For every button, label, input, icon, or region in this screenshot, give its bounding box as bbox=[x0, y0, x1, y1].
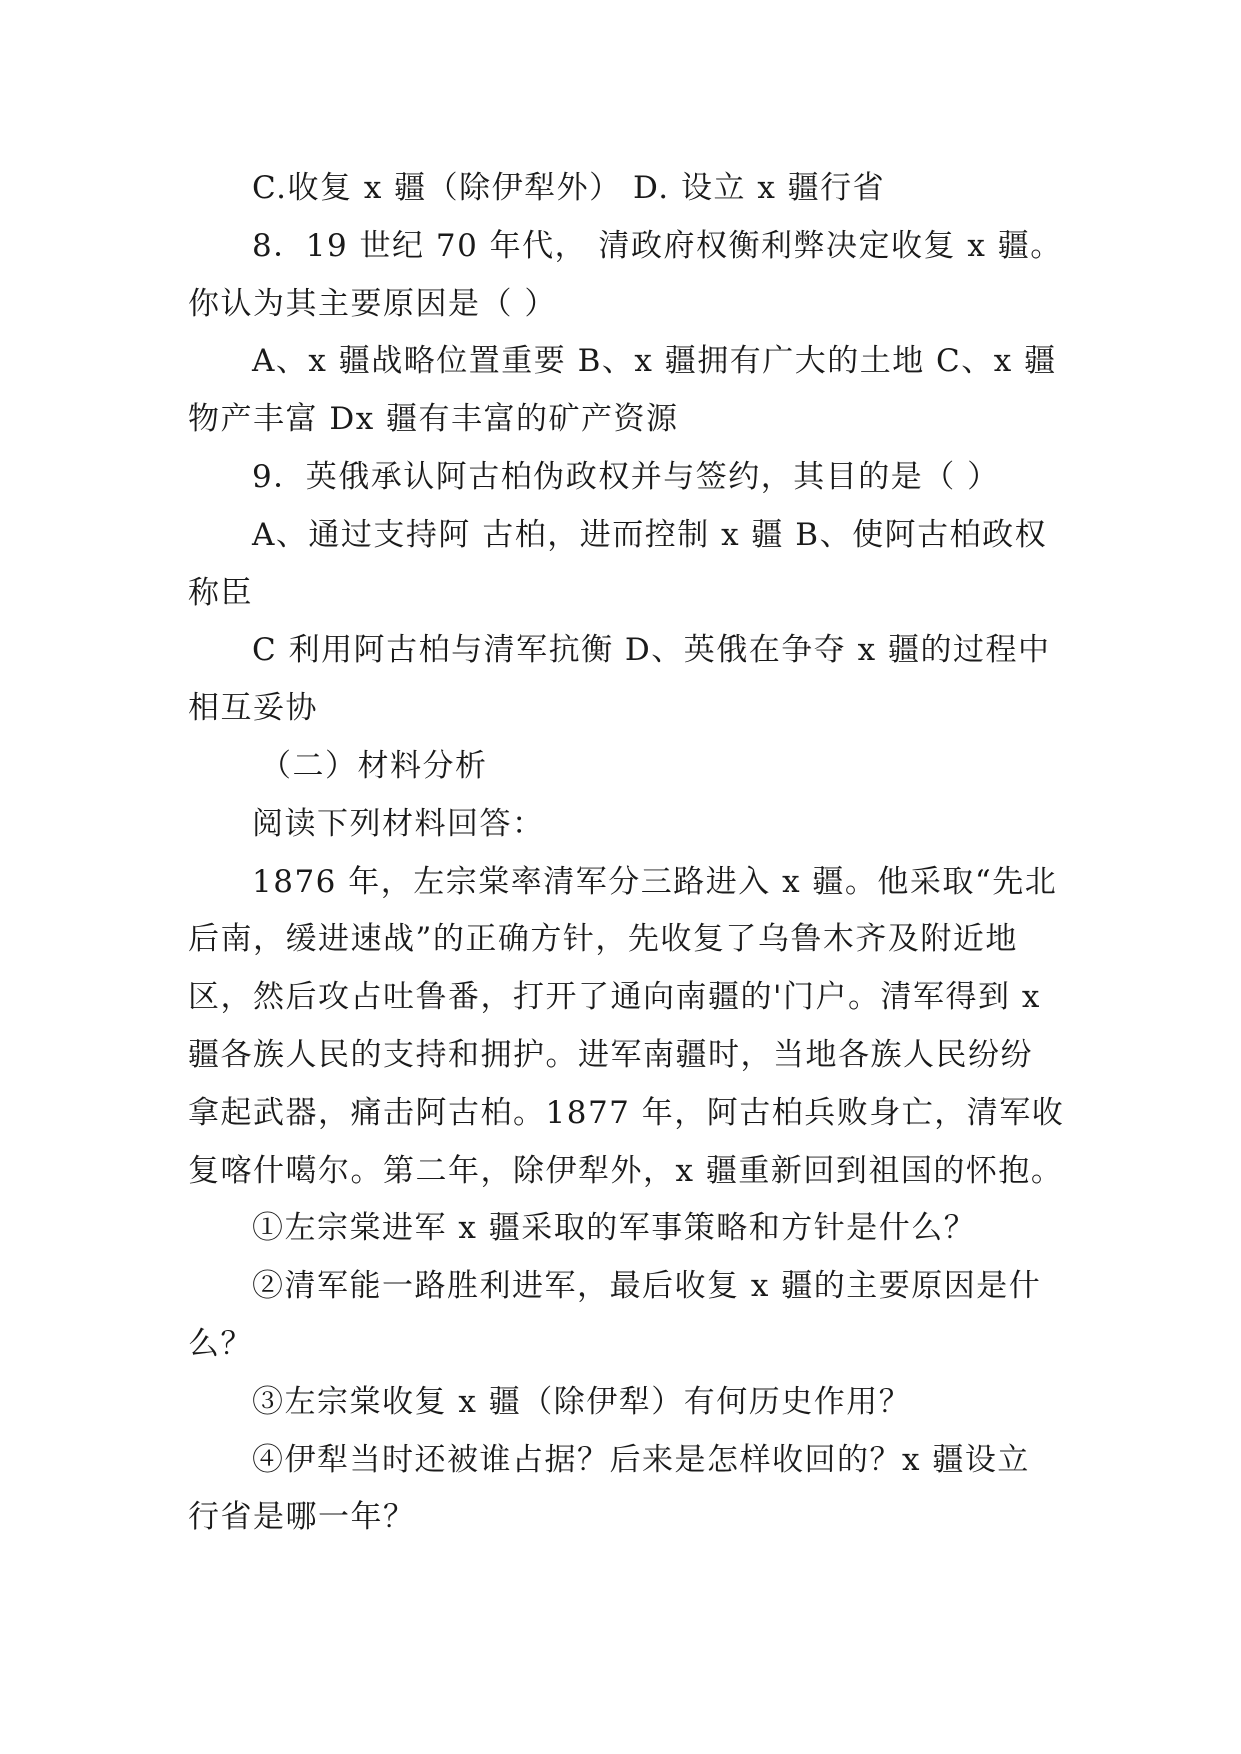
instruction: 阅读下列材料回答： bbox=[252, 805, 545, 842]
question-8: 8．19 世纪 70 年代， 清政府权衡利弊决定收复 x 疆。 bbox=[252, 227, 1063, 264]
question-9-options: A、通过支持阿 古柏，进而控制 x 疆 B、使阿古柏政权 bbox=[252, 516, 1048, 553]
material-paragraph-line: 复喀什噶尔。第二年，除伊犁外，x 疆重新回到祖国的怀抱。 bbox=[188, 1152, 1064, 1189]
question-9: 9．英俄承认阿古柏伪政权并与签约，其目的是（ ） bbox=[252, 458, 1000, 495]
question-8-options-continued: 物产丰富 Dx 疆有丰富的矿产资源 bbox=[188, 401, 679, 438]
material-paragraph-line: 1876 年，左宗棠率清军分三路进入 x 疆。他采取“先北 bbox=[252, 863, 1058, 900]
material-paragraph-line: 疆各族人民的支持和拥护。进军南疆时，当地各族人民纷纷 bbox=[188, 1036, 1033, 1073]
section-heading: （二）材料分析 bbox=[260, 747, 488, 784]
sub-question-2-continued: 么？ bbox=[188, 1325, 253, 1362]
question-9-options-2: C 利用阿古柏与清军抗衡 D、英俄在争夺 x 疆的过程中 bbox=[252, 632, 1051, 669]
question-8-options: A、x 疆战略位置重要 B、x 疆拥有广大的土地 C、x 疆 bbox=[252, 343, 1057, 380]
sub-question-2: ②清军能一路胜利进军，最后收复 x 疆的主要原因是什 bbox=[252, 1268, 1042, 1305]
sub-question-3: ③左宗棠收复 x 疆（除伊犁）有何历史作用？ bbox=[252, 1383, 912, 1420]
option-line: C.收复 x 疆（除伊犁外） D. 设立 x 疆行省 bbox=[252, 170, 886, 206]
document-body bbox=[188, 160, 1065, 1547]
material-paragraph-line: 后南，缓进速战”的正确方针，先收复了乌鲁木齐及附近地 bbox=[188, 921, 1018, 958]
material-paragraph-line: 区，然后攻占吐鲁番，打开了通向南疆的'门户。清军得到 x bbox=[188, 979, 1041, 1016]
question-9-options-continued: 称臣 bbox=[188, 574, 253, 611]
question-9-options-2-continued: 相互妥协 bbox=[188, 690, 318, 727]
question-8-continued: 你认为其主要原因是（ ） bbox=[188, 285, 557, 322]
sub-question-4: ④伊犁当时还被谁占据？后来是怎样收回的？x 疆设立 bbox=[252, 1441, 1030, 1478]
sub-question-4-continued: 行省是哪一年？ bbox=[188, 1499, 416, 1536]
material-paragraph-line: 拿起武器，痛击阿古柏。1877 年，阿古柏兵败身亡，清军收 bbox=[188, 1094, 1065, 1131]
sub-question-1: ①左宗棠进军 x 疆采取的军事策略和方针是什么？ bbox=[252, 1210, 977, 1247]
